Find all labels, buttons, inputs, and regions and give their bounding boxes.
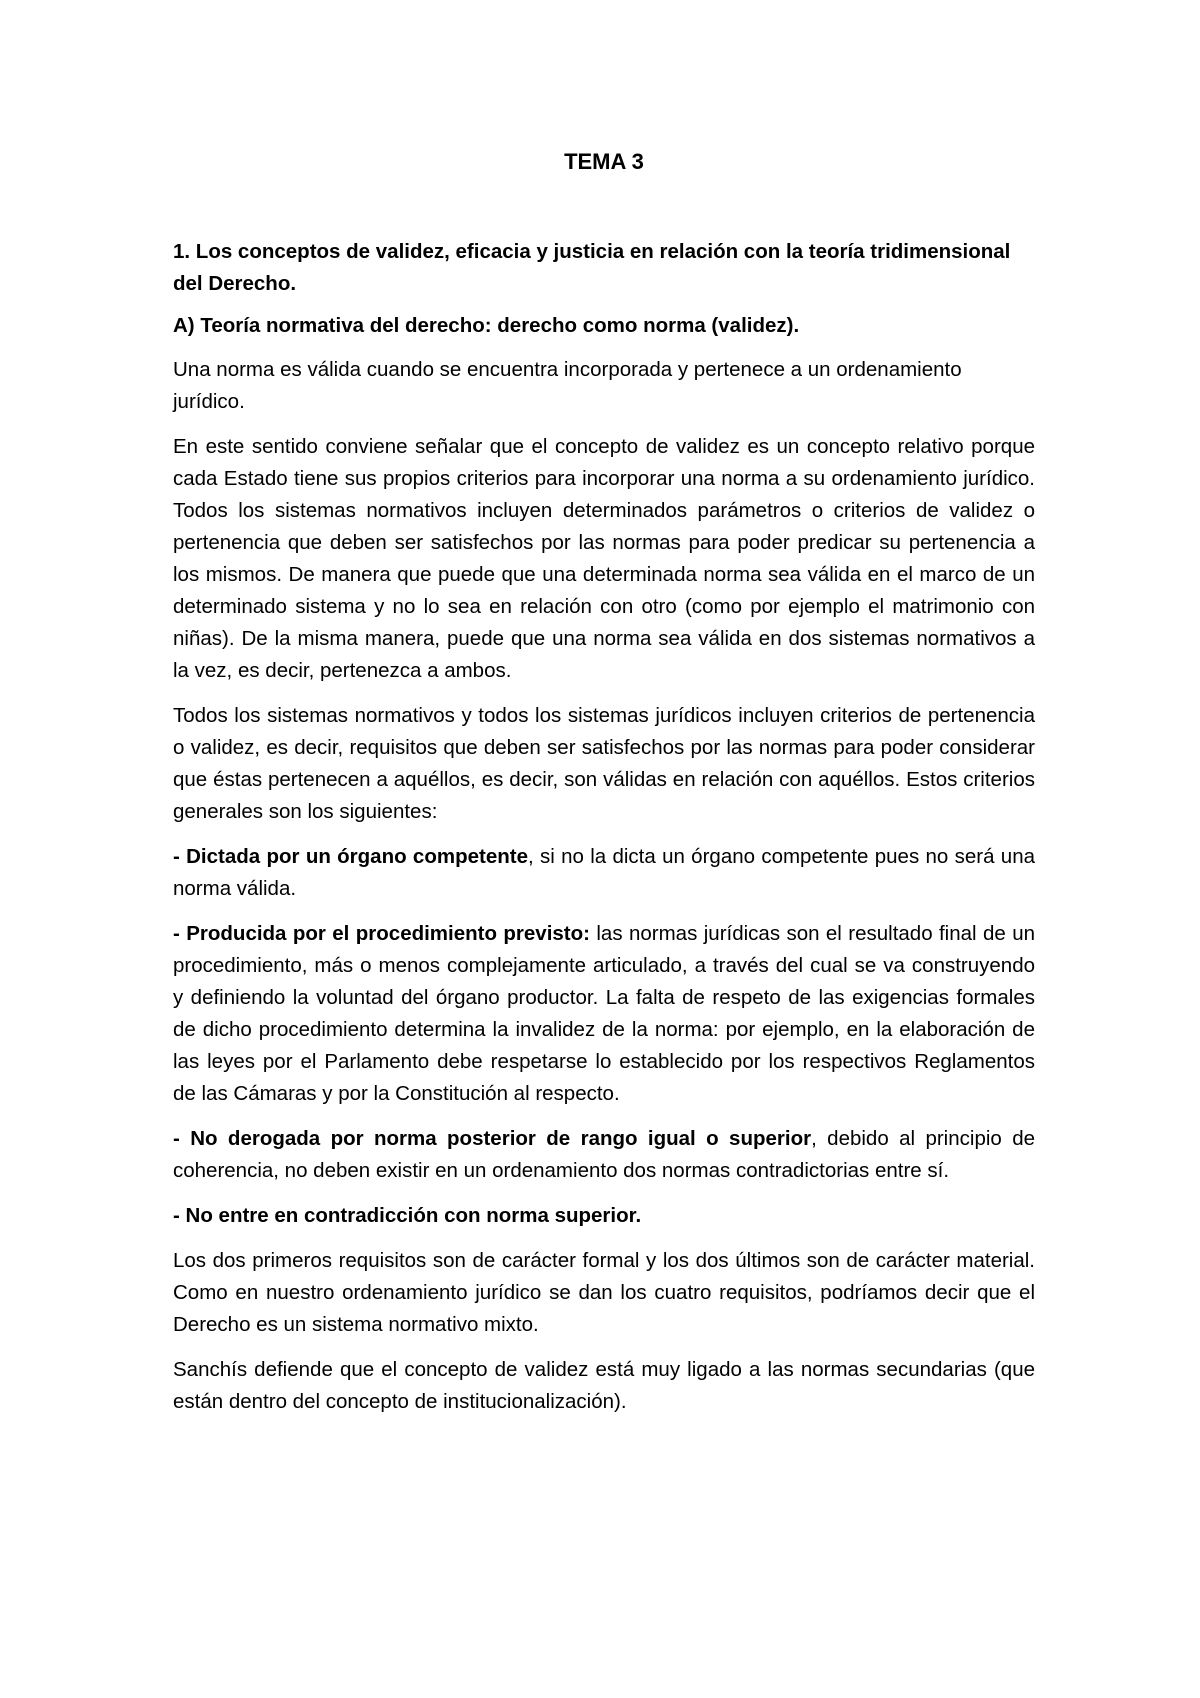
criterion-text: , debido al principio de coherencia, no deben existir en un ordenamiento dos normas contradictorias entre sí.: [173, 1127, 1035, 1182]
criterion-not-derogated: [173, 1123, 1035, 1187]
criterion-label: - No entre en contradicción con norma superior.: [173, 1204, 642, 1227]
criterion-label: - No derogada por norma posterior de rango igual o superior: [173, 1127, 812, 1150]
criterion-text: , si no la dicta un órgano competente pues no será una norma válida.: [173, 845, 1036, 900]
paragraph-criteria-intro: Todos los sistemas normativos y todos los sistemas jurídicos incluyen criterios de pertenencia o validez, es decir, requisitos que deben ser satisfechos por las normas para poder considerar que éstas pertenecen a aquéllos, es decir, son válidas en relación con aquéllos. Estos criterios generales son los siguientes:: [173, 704, 1035, 823]
section-heading: 1. Los conceptos de validez, eficacia y justicia en relación con la teoría tridimensional del Derecho.: [173, 240, 1011, 295]
criterion-label: - Dictada por un órgano competente: [173, 845, 528, 868]
paragraph-formal-material: Los dos primeros requisitos son de carácter formal y los dos últimos son de carácter material. Como en nuestro ordenamiento jurídico se dan los cuatro requisitos, podríamos decir que el Derecho es un sistema normativo mixto.: [173, 1249, 1035, 1336]
subheading-normative-theory: A) Teoría normativa del derecho: derecho como norma (validez).: [173, 314, 800, 337]
criterion-no-contradiction: [173, 1200, 1035, 1232]
paragraph-sanchis: Sanchís defiende que el concepto de validez está muy ligado a las normas secundarias (que están dentro del concepto de institucionalización).: [173, 1358, 1035, 1413]
document-body: [173, 146, 1035, 1431]
criterion-procedure: [173, 918, 1035, 1110]
criterion-label: - Producida por el procedimiento previsto:: [173, 922, 590, 945]
paragraph-definition: Una norma es válida cuando se encuentra incorporada y pertenece a un ordenamiento jurídico.: [173, 358, 962, 413]
criterion-competent-organ: [173, 841, 1035, 905]
criterion-text: las normas jurídicas son el resultado final de un procedimiento, más o menos complejamente articulado, a través del cual se va construyendo y definiendo la voluntad del órgano productor. La falta de respeto de las exigencias formales de dicho procedimiento determina la invalidez de la norma: por ejemplo, en la elaboración de las leyes por el Parlamento debe respetarse lo establecido por los respectivos Reglamentos de las Cámaras y por la Constitución al respecto.: [173, 922, 1035, 1105]
paragraph-relative-concept: En este sentido conviene señalar que el concepto de validez es un concepto relativo porque cada Estado tiene sus propios criterios para incorporar una norma a su ordenamiento jurídico. Todos los sistemas normativos incluyen determinados parámetros o criterios de validez o pertenencia que deben ser satisfechos por las normas para poder predicar su pertenencia a los mismos. De manera que puede que una determinada norma sea válida en el marco de un determinado sistema y no lo sea en relación con otro (como por ejemplo el matrimonio con niñas). De la misma manera, puede que una norma sea válida en dos sistemas normativos a la vez, es decir, pertenezca a ambos.: [173, 435, 1035, 682]
document-title: TEMA 3: [564, 149, 644, 174]
